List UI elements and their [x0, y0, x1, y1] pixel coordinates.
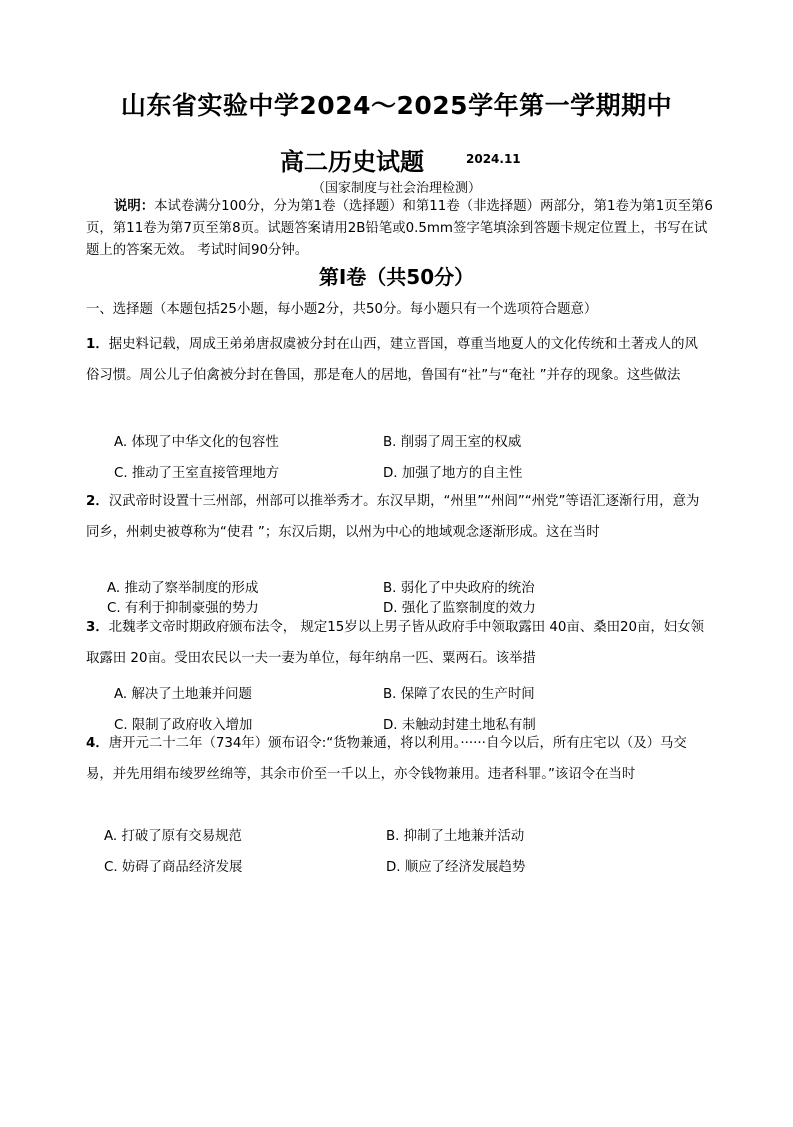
instructions-text: 本试卷满分100分，分为第1卷（选择题）和第11卷（非选择题）两部分，第1卷为第1页至第6页，第11卷为第7页至第8页。试题答案请用2B铅笔或0.5mm签字笔填涂到答题卡规定位置上，书写在试题上的答案无效。 考试时间90分钟。: [86, 199, 713, 258]
question-4-stem: [86, 728, 711, 790]
question-2-option-a: A. 推动了察举制度的形成: [107, 581, 259, 596]
exam-date: 2024.11: [466, 152, 521, 166]
question-3-option-b: B. 保障了农民的生产时间: [383, 687, 535, 702]
exam-scope: （国家制度与社会治理检测）: [311, 181, 481, 196]
question-4-option-c: C. 妨碍了商品经济发展: [104, 860, 243, 875]
question-1-option-a: A. 体现了中华文化的包容性: [114, 435, 279, 450]
question-2-option-c: C. 有利于抑制豪强的势力: [107, 601, 259, 616]
question-1-option-d: D. 加强了地方的自主性: [383, 466, 523, 481]
question-2-stem: [86, 486, 711, 548]
question-1-option-c: C. 推动了王室直接管理地方: [114, 466, 280, 481]
question-number: 4．: [86, 736, 109, 751]
question-3-option-d: D. 未触动封建土地私有制: [383, 718, 536, 733]
exam-title: 山东省实验中学2024～2025学年第一学期期中: [120, 91, 673, 120]
question-text: 北魏孝文帝时期政府颁布法令， 规定15岁以上男子皆从政府手中领取露田 40亩、桑田20亩，妇女领取露田 20亩。受田农民以一夫一妻为单位，每年纳帛一匹、粟两石。该举措: [86, 620, 704, 666]
section-title: 一、选择题（本题包括25小题，每小题2分，共50分。每小题只有一个选项符合题意）: [86, 302, 598, 317]
question-3-option-c: C. 限制了政府收入增加: [114, 718, 253, 733]
instructions: [86, 196, 716, 262]
question-text: 汉武帝时设置十三州部，州部可以推举秀才。东汉早期，“州里”“州闾”“州党”等语汇逐渐行用，意为同乡，州刺史被尊称为“使君 ”；东汉后期，以州为中心的地域观念逐渐形成。这在当时: [86, 494, 700, 540]
instructions-lead: 说明：: [114, 199, 155, 214]
question-number: 2．: [86, 494, 109, 509]
question-3-option-a: A. 解决了土地兼并问题: [114, 687, 252, 702]
volume-title: 第I卷（共50分）: [318, 265, 475, 289]
question-1-option-b: B. 削弱了周王室的权威: [383, 435, 522, 450]
question-4-option-d: D. 顺应了经济发展趋势: [386, 860, 526, 875]
exam-subject-title: 高二历史试题: [280, 148, 424, 176]
question-number: 1．: [86, 337, 109, 352]
question-4-option-b: B. 抑制了土地兼并活动: [386, 829, 525, 844]
question-3-stem: [86, 612, 711, 674]
question-1-stem: [86, 329, 711, 391]
question-2-option-d: D. 强化了监察制度的效力: [383, 601, 536, 616]
question-text: 据史料记载，周成王弟弟唐叔虞被分封在山西，建立晋国，尊重当地夏人的文化传统和土著戎人的风俗习惯。周公儿子伯禽被分封在鲁国，那是奄人的居地，鲁国有“社”与“奄社 ”并存的现象。这些做法: [86, 337, 698, 383]
question-4-option-a: A. 打破了原有交易规范: [104, 829, 242, 844]
question-2-option-b: B. 弱化了中央政府的统治: [383, 581, 535, 596]
question-text: 唐开元二十二年（734年）颁布诏令:“货物兼通，将以利用。······自今以后，所有庄宅以（及）马交易，并先用绢布绫罗丝绵等，其余市价至一千以上，亦令钱物兼用。违者科罪。”该诏令在当时: [86, 736, 687, 782]
question-number: 3．: [86, 620, 109, 635]
